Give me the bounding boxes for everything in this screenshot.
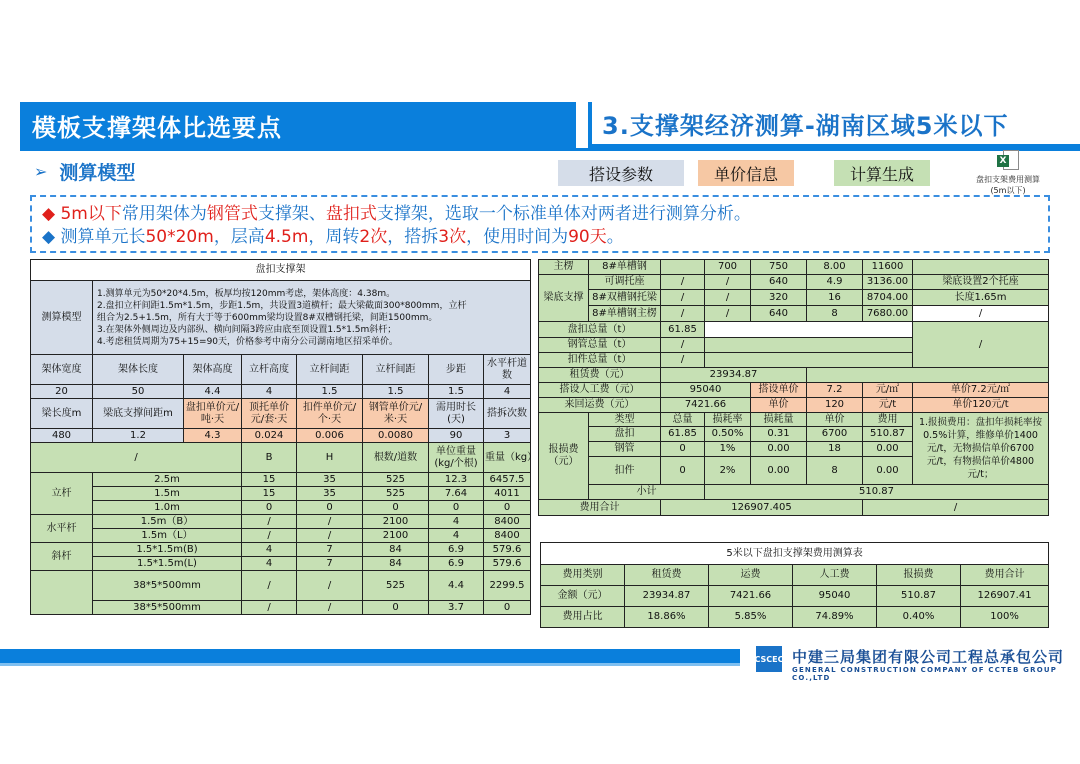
tag-calculated: 计算生成 [834,160,930,186]
model-description: 1.测算单元为50*20*4.5m，板厚均按120mm考虑，架体高度：4.38m。 2.盘扣立杆间距1.5m*1.5m，步距1.5m，共设置3道横杆；最大梁截面300*800mm，立杆 组合为2.5+1.5m，所有大于等于600mm梁均设置8#双槽钢托梁，间距1500mm。 3.在架体外侧周边及内部纵、横向间隔3跨应由底至顶设置1.5*1.5m斜杆； 4.考虑租赁周期为75+15=90天，价格参考中南分公司湖南地区招采单价。 [93,281,531,355]
table-row: 8#单槽钢主楞 / / 640 8 7680.00 / [539,306,1049,322]
summary-table [540,542,1049,628]
summary-title: 5米以下盘扣支撑架费用测算表 [541,543,1049,565]
tag-unit-price: 单价信息 [698,160,794,186]
tag-setup-params: 搭设参数 [558,160,684,186]
excel-file-attachment[interactable] [966,150,1050,196]
header-divider [20,148,1080,151]
param-value-row-2: 480 1.2 4.3 0.024 0.006 0.0080 90 3 [31,429,531,443]
section-title-text: 测算模型 [59,162,136,184]
note-line-1: ◆ 5m以下常用架体为钢管式支撑架、盘扣式支撑架，选取一个标准单体对两者进行测算分析。 [42,204,751,224]
table-row: 1.5m 15 35 525 7.64 4011 [31,487,531,501]
table-row: 主楞 8#单槽钢 700 750 8.00 11600 [539,260,1049,275]
table-row: 盘扣总量（t） 61.85 / [539,322,1049,338]
table-row: 1.5*1.5m(L) 4 7 84 6.9 579.6 [31,557,531,571]
table-row: 费用占比 18.86% 5.85% 74.89% 0.40% 100% [541,607,1049,628]
section-title [34,158,135,185]
param-header-row-1: 架体宽度 架体长度 架体高度 立杆高度 立杆间距 立杆间距 步距 水平杆道数 [31,355,531,385]
header-left-title: 模板支撑架体比选要点 [20,102,576,148]
table-row: 1.0m 0 0 0 0 0 [31,501,531,515]
table-row: 斜杆 1.5*1.5m(B) 4 7 84 6.9 579.6 [31,543,531,557]
excel-file-icon[interactable]: X [997,150,1019,172]
table-row: 水平杆 1.5m（B） / / 2100 4 8400 [31,515,531,529]
cost-calculation-table [538,259,1049,516]
table-row: 费用类别 租赁费 运费 人工费 报损费 费用合计 [541,565,1049,586]
material-header-row: / B H 根数/道数 单位重量(kg/个根) 重量（kg） [31,443,531,473]
diamond-bullet-icon: ◆ [42,204,56,224]
table-row: 38*5*500mm / / 0 3.7 0 [31,601,531,615]
table-row: 租赁费（元） 23934.87 [539,368,1049,383]
notes-box [30,195,1050,253]
table-row: 梁底支撑 可调托座 / / 640 4.9 3136.00 梁底设置2个托座 [539,275,1049,290]
header-right-title: 3.支撑架经济测算-湖南区域5米以下 [588,102,1080,148]
company-name-cn: 中建三局集团有限公司工程总承包公司 [792,648,1065,666]
footer-bar-accent [0,663,740,666]
table-row: 金额（元） 23934.87 7421.66 95040 510.87 126907.41 [541,586,1049,607]
table-row: 8#双槽钢托梁 / / 320 16 8704.00 长度1.65m [539,290,1049,306]
scaffold-params-table [30,259,538,615]
table-row: 报损费（元） 类型 总量 损耗率 损耗量 单价 费用 1.报损费用：盘扣年损耗率按0.5%计算，维修单价1400元/t，无物损信单价6700元/t，有物损信单价4800元/t； [539,413,1049,427]
company-logo-icon: CSCEC [756,646,782,672]
table-row: 扣件总量（t） / [539,353,1049,368]
note-line-2: ◆ 测算单元长50*20m，层高4.5m，周转2次，搭拆3次，使用时间为90天。 [42,227,624,247]
table-row: 扣件 0 2% 0.00 8 0.00 [539,457,1049,485]
table-title: 盘扣支撑架 [31,260,531,281]
table-row: 立杆 2.5m 15 35 525 12.3 6457.5 [31,473,531,487]
table-row: 1.5m（L） / / 2100 4 8400 [31,529,531,543]
table-row: 小计 510.87 [539,485,1049,500]
table-row: 来回运费（元） 7421.66 单价 120 元/t 单价120元/t [539,398,1049,413]
param-value-row-1: 20 50 4.4 4 1.5 1.5 1.5 4 [31,385,531,399]
company-name-en: GENERAL CONSTRUCTION COMPANY OF CCTEB GROUP CO.,LTD [792,666,1058,682]
excel-file-label-line1: 盘扣支架费用测算 [976,175,1040,184]
model-label: 测算模型 [31,281,93,355]
table-row: 盘扣 61.85 0.50% 0.31 6700 510.87 [539,427,1049,442]
footer-bar [0,649,740,663]
table-row: 费用合计 126907.405 / [539,500,1049,516]
diamond-bullet-icon: ◆ [42,227,56,247]
excel-file-label-line2: (5m以下) [990,186,1026,195]
table-row: 38*5*500mm / / 525 4.4 2299.5 [31,571,531,601]
arrow-icon: ➢ [34,162,48,181]
table-row: 搭设人工费（元） 95040 搭设单价 7.2 元/㎡ 单价7.2元/㎡ [539,383,1049,398]
table-row: 钢管 0 1% 0.00 18 0.00 [539,442,1049,457]
param-header-row-2: 梁长度m 梁底支撑间距m 盘扣单价元/吨·天 顶托单价元/套·天 扣件单价元/个·天 钢管单价元/米·天 需用时长(天) 搭拆次数 [31,399,531,429]
table-row: 钢管总量（t） / [539,338,1049,353]
